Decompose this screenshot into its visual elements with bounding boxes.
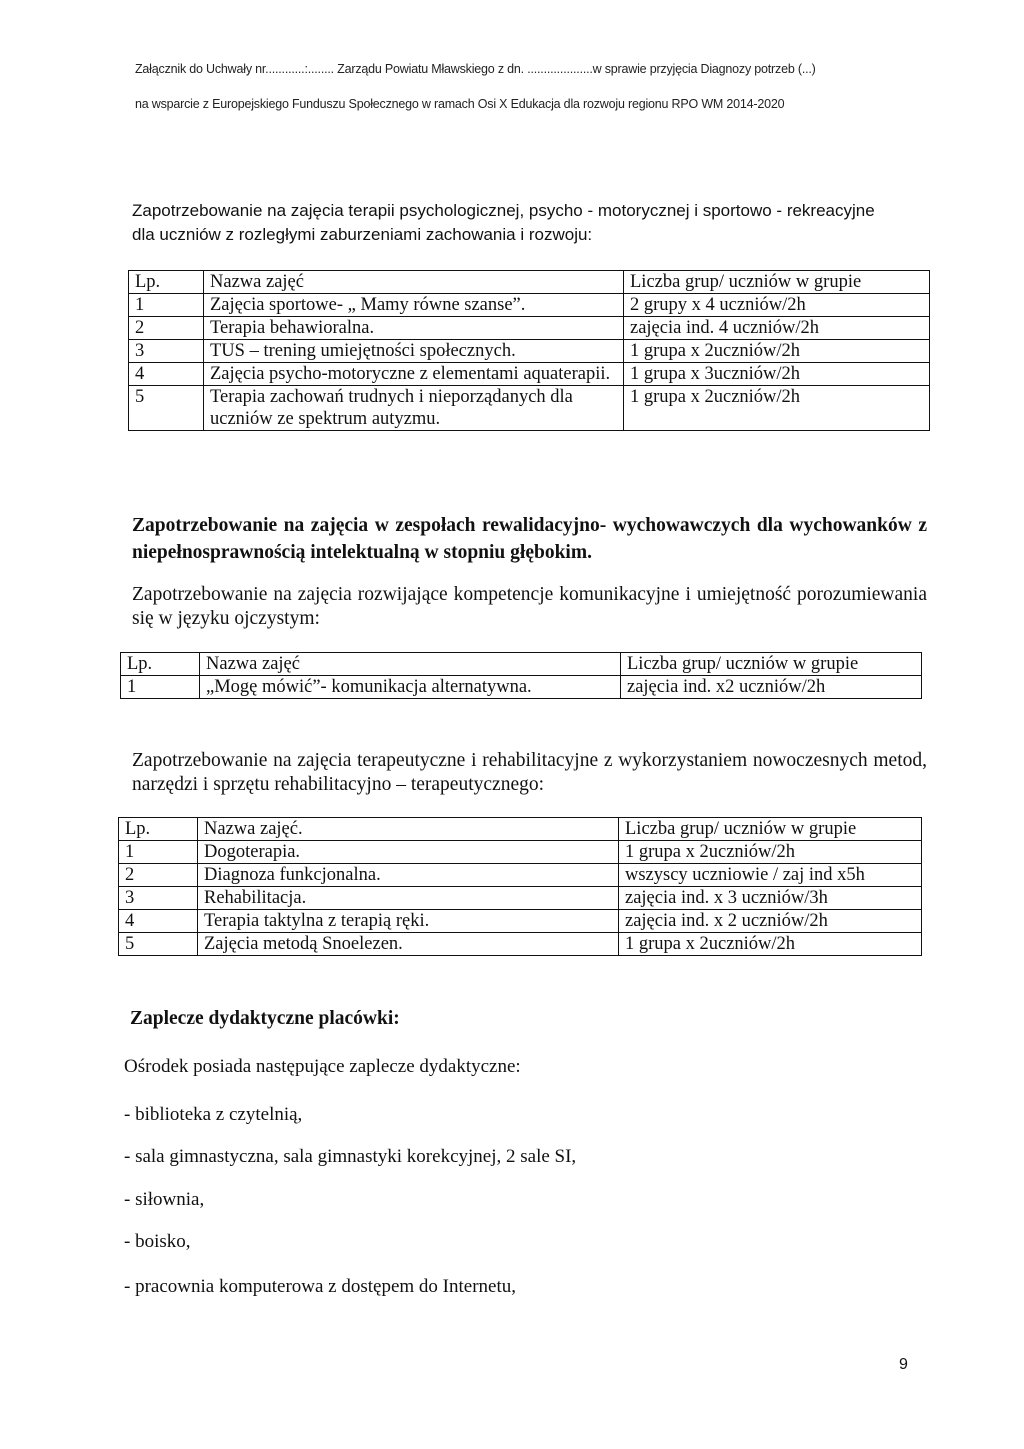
row-lp: 2 (129, 317, 204, 340)
row-name: Zajęcia sportowe- „ Mamy równe szanse”. (204, 294, 624, 317)
col-lp-header: Lp. (129, 271, 204, 294)
row-name: Zajęcia metodą Snoelezen. (198, 933, 619, 956)
list-item: - boisko, (124, 1231, 191, 1252)
row-lp: 3 (119, 887, 198, 910)
table-row (129, 340, 930, 363)
section1-table (128, 270, 930, 431)
row-name: Zajęcia psycho-motoryczne z elementami aquaterapii. (204, 363, 624, 386)
table-row (121, 676, 922, 699)
table-row (129, 317, 930, 340)
row-name: Terapia zachowań trudnych i nieporządanych dla uczniów ze spektrum autyzmu. (204, 386, 624, 431)
row-lp: 4 (129, 363, 204, 386)
row-count: wszyscy uczniowie / zaj ind x5h (619, 864, 922, 887)
col-name-header: Nazwa zajęć (200, 653, 621, 676)
section1-intro-line-2: dla uczniów z rozległymi zaburzeniami zachowania i rozwoju: (132, 225, 593, 244)
row-lp: 1 (121, 676, 200, 699)
list-item: - pracownia komputerowa z dostępem do Internetu, (124, 1276, 517, 1297)
row-lp: 5 (129, 386, 204, 431)
section4-intro: Ośrodek posiada następujące zaplecze dydaktyczne: (124, 1056, 521, 1077)
col-name-header: Nazwa zajęć (204, 271, 624, 294)
page-number: 9 (899, 1356, 908, 1373)
row-name: Diagnoza funkcjonalna. (198, 864, 619, 887)
table-row (129, 294, 930, 317)
header-line-1: Załącznik do Uchwały nr............:........ Zarządu Powiatu Mławskiego z dn. ....................w sprawie przyjęcia Diagnozy potrzeb (...) (135, 62, 816, 76)
section2-table (120, 652, 922, 699)
row-lp: 5 (119, 933, 198, 956)
row-lp: 4 (119, 910, 198, 933)
col-count-header: Liczba grup/ uczniów w grupie (624, 271, 930, 294)
row-count: zajęcia ind. x 2 uczniów/2h (619, 910, 922, 933)
row-lp: 1 (119, 841, 198, 864)
section4-heading: Zaplecze dydaktyczne placówki: (130, 1008, 400, 1029)
row-count: 1 grupa x 2uczniów/2h (619, 841, 922, 864)
row-name: Terapia taktylna z terapią ręki. (198, 910, 619, 933)
row-count: zajęcia ind. x2 uczniów/2h (621, 676, 922, 699)
section2-heading: Zapotrzebowanie na zajęcia w zespołach rewalidacyjno- wychowawczych dla wychowanków z niepełnosprawnością intelektualną w stopniu głębokim. (132, 515, 927, 563)
row-count: zajęcia ind. x 3 uczniów/3h (619, 887, 922, 910)
section1-intro (132, 199, 932, 247)
list-item: - sala gimnastyczna, sala gimnastyki korekcyjnej, 2 sale SI, (124, 1146, 577, 1167)
list-item: - siłownia, (124, 1189, 205, 1210)
col-lp-header: Lp. (119, 818, 198, 841)
row-count: 2 grupy x 4 uczniów/2h (624, 294, 930, 317)
table-header-row (129, 271, 930, 294)
row-name: Terapia behawioralna. (204, 317, 624, 340)
row-name: „Mogę mówić”- komunikacja alternatywna. (200, 676, 621, 699)
col-count-header: Liczba grup/ uczniów w grupie (619, 818, 922, 841)
section1-intro-line-1: Zapotrzebowanie na zajęcia terapii psychologicznej, psycho - motorycznej i sportowo - rekreacyjne (132, 201, 875, 220)
section3-intro: Zapotrzebowanie na zajęcia terapeutyczne i rehabilitacyjne z wykorzystaniem nowoczesnych metod, narzędzi i sprzętu rehabilitacyjno – terapeutycznego: (132, 750, 927, 795)
row-lp: 1 (129, 294, 204, 317)
table-row (129, 386, 930, 431)
row-lp: 3 (129, 340, 204, 363)
table-row (119, 933, 922, 956)
table-header-row (121, 653, 922, 676)
table-row (119, 910, 922, 933)
header-line-2: na wsparcie z Europejskiego Funduszu Społecznego w ramach Osi X Edukacja dla rozwoju regionu RPO WM 2014-2020 (135, 97, 785, 111)
table-row (119, 864, 922, 887)
section3-table (118, 817, 922, 956)
row-count: 1 grupa x 2uczniów/2h (624, 340, 930, 363)
table-row (119, 841, 922, 864)
table-row (129, 363, 930, 386)
row-name: Dogoterapia. (198, 841, 619, 864)
list-item: - biblioteka z czytelnią, (124, 1104, 303, 1125)
row-count: 1 grupa x 3uczniów/2h (624, 363, 930, 386)
row-name: Rehabilitacja. (198, 887, 619, 910)
row-lp: 2 (119, 864, 198, 887)
table-row (119, 887, 922, 910)
section2-intro: Zapotrzebowanie na zajęcia rozwijające kompetencje komunikacyjne i umiejętność porozumiewania się w języku ojczystym: (132, 584, 927, 629)
table-header-row (119, 818, 922, 841)
col-lp-header: Lp. (121, 653, 200, 676)
row-count: 1 grupa x 2uczniów/2h (624, 386, 930, 431)
col-count-header: Liczba grup/ uczniów w grupie (621, 653, 922, 676)
row-name: TUS – trening umiejętności społecznych. (204, 340, 624, 363)
col-name-header: Nazwa zajęć. (198, 818, 619, 841)
row-count: zajęcia ind. 4 uczniów/2h (624, 317, 930, 340)
row-count: 1 grupa x 2uczniów/2h (619, 933, 922, 956)
